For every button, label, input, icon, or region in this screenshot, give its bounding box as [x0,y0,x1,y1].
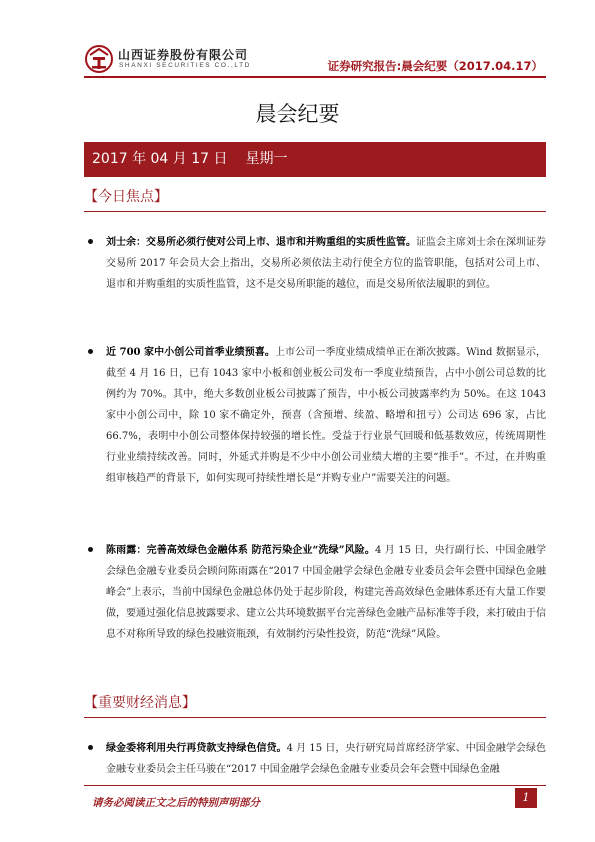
company-name-en: SHANXI SECURITIES CO.,LTD [119,62,251,69]
section-heading-focus: 【今日焦点】 [84,189,168,205]
list-item [84,540,546,645]
list-item [84,232,546,295]
report-weekday: 星期一 [245,151,288,167]
bullet-icon [88,239,93,244]
list-item [84,738,546,782]
section-divider [84,717,546,718]
item-lead: 陈雨露：完善高效绿色金融体系 防范污染企业“洗绿”风险。 [106,545,376,556]
item-lead: 刘士余：交易所必须行使对公司上市、退市和并购重组的实质性监管。 [106,237,416,248]
page-title: 晨会纪要 [255,102,340,126]
report-date: 2017 年 04 月 17 日 [92,151,228,167]
header-divider [84,76,546,78]
item-body: 4 月 15 日，央行副行长、中国金融学会绿色金融专业委员会顾问陈雨露在“2017 中国金融学会绿色金融专业委员会年会暨中国绿色金融峰会”上表示，当前中国绿色金融总体仍处于起步阶段，构建完善高效绿色金融体系还有大量工作要做，要通过强化信息披露要求、建立公共环境数据平台完善绿色金融产品标准等手段，来打破由于信息不对称所导致的绿色投融资瓶颈，有效制约污染性投资，防范“洗绿”风险。 [106,545,546,640]
item-body: 4 月 15 日，央行研究局首席经济学家、中国金融学会绿色金融专业委员会主任马骏在“2017 中国金融学会绿色金融专业委员会年会暨中国绿色金融 [106,743,546,775]
report-tag: 证券研究报告:晨会纪要（2017.04.17） [327,59,543,73]
item-body: 证监会主席刘士余在深圳证券交易所 2017 年会员大会上指出，交易所必须依法主动行使全方位的监管职能，包括对公司上市、退市和并购重组的实质性监管，这不是交易所职能的越位，而是交易所依法履职的到位。 [106,237,546,290]
bullet-icon [88,547,93,552]
bullet-icon [88,349,93,354]
page-header [0,0,595,80]
list-item [84,342,546,489]
item-lead: 绿金委将利用央行再贷款支持绿色信贷。 [106,743,287,754]
disclaimer-note: 请务必阅读正文之后的特别声明部分 [92,797,260,809]
footer-divider [84,785,546,786]
company-logo-icon [84,44,114,74]
bullet-icon [88,745,93,750]
section-heading-finance-news: 【重要财经消息】 [84,695,196,711]
date-bar [84,142,546,177]
company-name-cn: 山西证券股份有限公司 [118,48,249,62]
page-number: 1 [515,788,537,808]
item-body: 上市公司一季度业绩成绩单正在渐次披露。Wind 数据显示，截至 4 月 16 日，已有 1043 家中小板和创业板公司发布一季度业绩预告，占中小创公司总数的比例约为 70%。其中，绝大多数创业板公司披露了预告，中小板公司披露率约为 50%。在这 1043 家中小创公司中，除 10 家不确定外，预喜（含预增、续盈、略增和扭亏）公司达 696 家，占比 66.7%，表明中小创公司整体保持较强的增长性。受益于行业景气回暖和低基数效应，传统周期性行业业绩持续改善。同时，外延式并购是不少中小创公司业绩大增的主要“推手”。不过，在并购重组审核趋严的背景下，如何实现可持续性增长是“并购专业户”需要关注的问题。 [106,347,546,484]
section-divider [84,211,546,212]
item-lead: 近 700 家中小创公司首季业绩预喜。 [106,347,275,358]
